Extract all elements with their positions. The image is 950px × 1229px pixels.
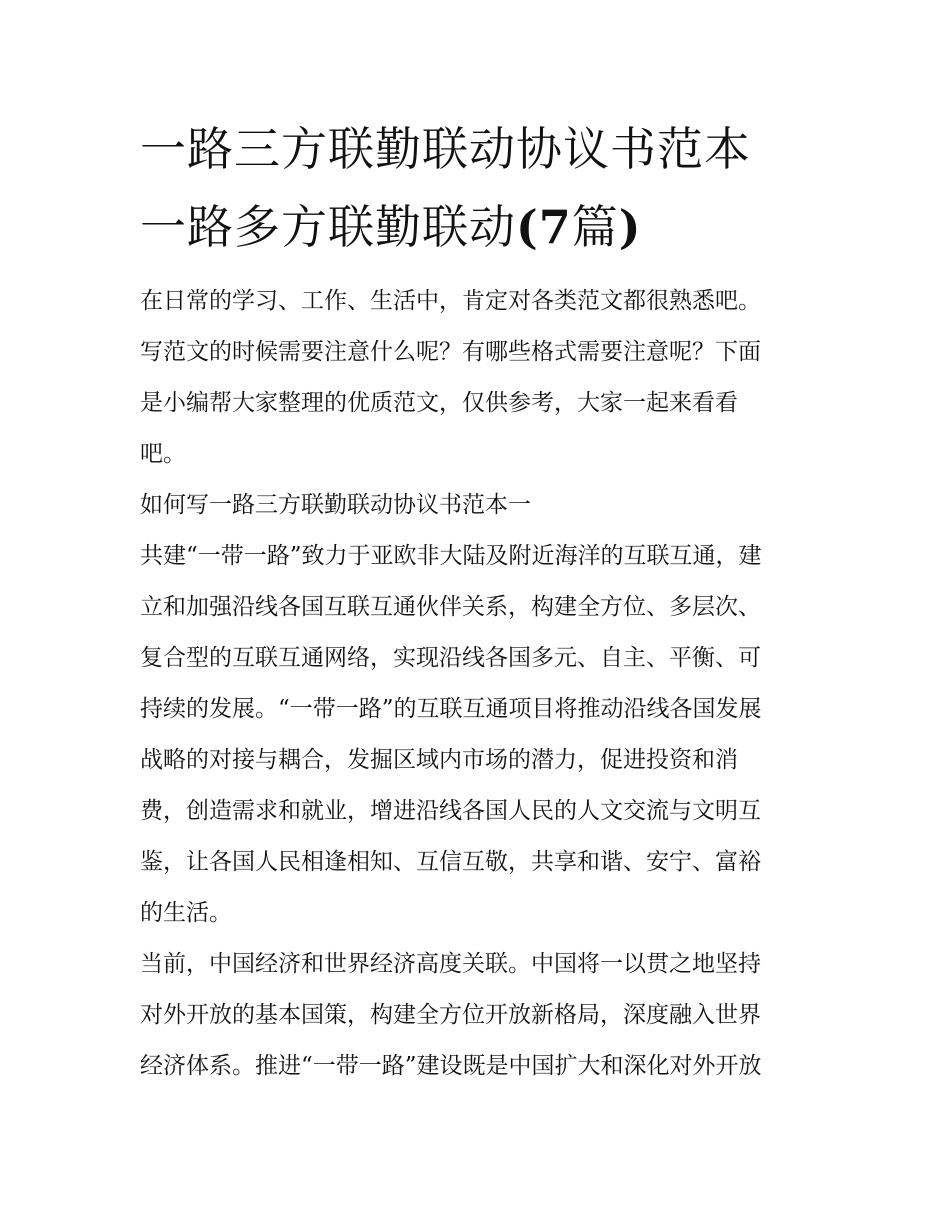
body-line: 共建“一带一路”致力于亚欧非大陆及附近海洋的互联互通，建 (140, 543, 762, 569)
body-line: 对外开放的基本国策，构建全方位开放新格局，深度融入世界 (140, 1002, 761, 1028)
title-line-1: 一路三方联勤联动协议书范本 (140, 122, 751, 176)
body-line: 鉴，让各国人民相逢相知、互信互敬，共享和谐、安宁、富裕 (140, 849, 761, 875)
body-line: 当前，中国经济和世界经济高度关联。中国将一以贯之地坚持 (140, 951, 761, 977)
body-line: 吧。 (140, 441, 186, 467)
title-count-unit: 篇 (571, 200, 619, 254)
body-line: 是小编帮大家整理的优质范文，仅供参考，大家一起来看看 (140, 390, 738, 416)
body-line: 在日常的学习、工作、生活中，肯定对各类范文都很熟悉吧。 (140, 288, 761, 314)
body-line: 费，创造需求和就业，增进沿线各国人民的人文交流与文明互 (140, 798, 761, 824)
title-count-open: (7 (516, 200, 572, 254)
body-line: 写范文的时候需要注意什么呢？有哪些格式需要注意呢？下面 (140, 339, 761, 365)
body-line: 持续的发展。“一带一路”的互联互通项目将推动沿线各国发展 (140, 696, 762, 722)
body-line: 经济体系。推进“一带一路”建设既是中国扩大和深化对外开放 (140, 1053, 762, 1079)
title-line-2-prefix: 一路多方联勤联动 (140, 200, 516, 254)
body-line: 战略的对接与耦合，发掘区域内市场的潜力，促进投资和消 (140, 747, 738, 773)
body-line: 的生活。 (140, 900, 232, 926)
title-count-close: ) (618, 200, 642, 254)
document-page (140, 110, 812, 1092)
section-heading: 如何写一路三方联勤联动协议书范本一 (140, 492, 531, 518)
body-line: 复合型的互联互通网络，实现沿线各国多元、自主、平衡、可 (140, 645, 761, 671)
body-line: 立和加强沿线各国互联互通伙伴关系，构建全方位、多层次、 (140, 594, 761, 620)
document-title (140, 110, 812, 266)
title-line-2 (140, 188, 812, 266)
document-body (140, 276, 812, 1092)
